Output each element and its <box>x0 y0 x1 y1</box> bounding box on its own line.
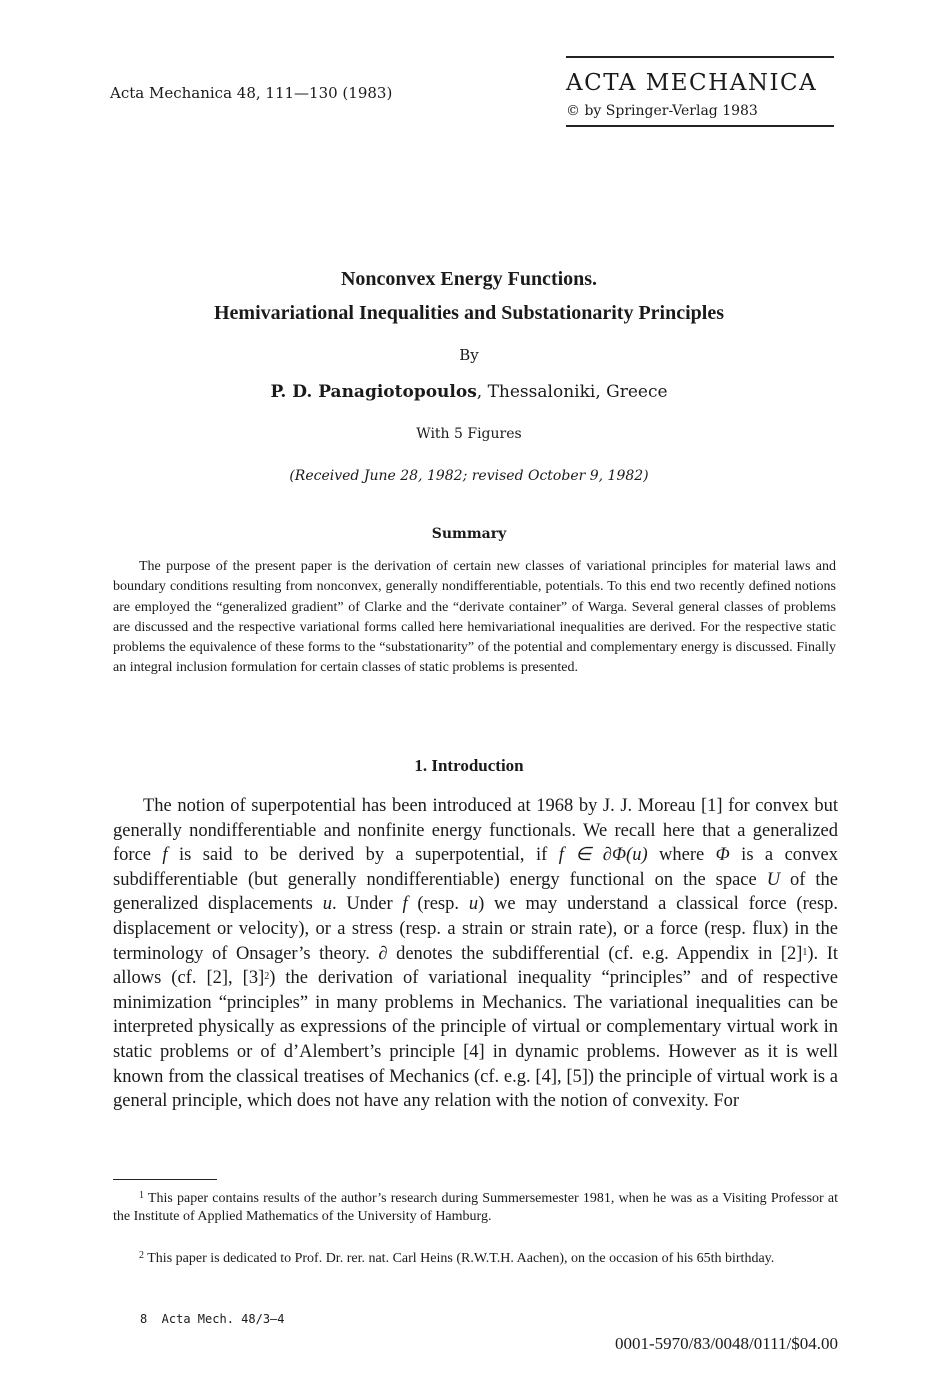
figure-count: With 5 Figures <box>416 426 522 442</box>
math-symbol-U: U <box>766 869 781 890</box>
footnote-text: This paper contains results of the author’s research during Summersemester 1981, when he was as a Visiting Professor at the Institute of Applied Mathematics of the University of Hamburg. <box>113 1191 838 1224</box>
intro-text-3: where <box>647 845 716 866</box>
footnote-2 <box>113 1250 838 1268</box>
footnote-divider <box>113 1179 217 1180</box>
intro-text-2: is said to be derived by a superpotential, if <box>167 845 559 866</box>
intro-text-5: of the generalized displacements <box>113 869 838 915</box>
math-inclusion: f ∈ ∂Φ(u) <box>558 845 648 866</box>
price-code: 0001-5970/83/0048/0111/$04.00 <box>614 1334 838 1353</box>
journal-citation: Acta Mechanica 48, 111—130 (1983) <box>110 84 393 102</box>
summary-text: The purpose of the present paper is the derivation of certain new classes of variational principles for material laws and boundary conditions resulting from nonconvex, generally nondifferentiable, potentials. To this end two recently defined notions are employed the “generalized gradient” of Clarke and the “derivate container” of Warga. Several general classes of problems are discussed and the respective variational forms called here hemivariational inequalities are derived. For the respective static problems the equivalence of these forms to the “substationarity” of the potential and complementary energy is discussed. Finally an integral inclusion formulation for certain classes of static problems is presented. <box>113 559 836 676</box>
title-line-1: Nonconvex Energy Functions. <box>340 268 598 290</box>
title-line-2: Hemivariational Inequalities and Substationarity Principles <box>213 302 725 324</box>
author-line <box>0 382 938 402</box>
intro-text-10: ) the derivation of variational inequality “principles” and of respective minimization “principles” in many problems in Mechanics. The variational inequalities can be interpreted physically as expressions of the principle of virtual or complementary virtual work in static problems or of d’Alembert’s principle [4] in dynamic problems. However as it is well known from the classical treatises of Mechanics (cf. e.g. [4], [5]) the principle of virtual work is a general principle, which does not have any relation with the notion of convexity. For <box>113 968 838 1112</box>
byline-by: By <box>459 346 479 364</box>
intro-text-7: (resp. <box>407 894 469 915</box>
author-location: , Thessaloniki, Greece <box>476 382 668 402</box>
footnote-mark: 1 <box>139 1190 144 1201</box>
publisher-copyright: © by Springer-Verlag 1983 <box>566 103 758 119</box>
received-dates: (Received June 28, 1982; revised October 9, 1982) <box>289 468 649 484</box>
intro-text-1: The notion of superpotential has been introduced at 1968 by J. J. Moreau [1] for convex but generally nondifferentiable and nonfinite energy functionals. We recall here that a generalized force <box>113 796 838 866</box>
footnote-text: This paper is dedicated to Prof. Dr. rer. nat. Carl Heins (R.W.T.H. Aachen), on the occasion of his 65th birthday. <box>144 1251 775 1266</box>
introduction-paragraph <box>113 794 838 1114</box>
section-heading-introduction: 1. Introduction <box>414 756 524 775</box>
intro-text-6: . Under <box>331 894 403 915</box>
math-symbol-f: f <box>402 894 408 915</box>
intro-text-8: ) we may understand a classical force (resp. displacement or velocity), or a stress (resp. a strain or strain rate), or a force (resp. flux) in the terminology of Onsager’s theory. ∂ denotes the subdifferential (cf. e.g. Appendix in [2] <box>113 894 839 964</box>
intro-text-9: ). It allows (cf. [2], [3] <box>113 943 838 989</box>
footnote-ref-1[interactable]: 1 <box>802 946 808 958</box>
math-symbol-phi: Φ <box>715 845 730 866</box>
math-symbol-f: f <box>162 845 168 866</box>
footnote-mark: 2 <box>139 1250 144 1261</box>
sheet-signature: 8 Acta Mech. 48/3–4 <box>140 1312 285 1326</box>
math-symbol-u: u <box>468 894 479 915</box>
footnote-ref-2[interactable]: 2 <box>264 971 270 983</box>
author-name: P. D. Panagiotopoulos <box>270 382 477 402</box>
journal-masthead <box>566 56 834 127</box>
footnote-1 <box>113 1190 838 1225</box>
math-symbol-u: u <box>322 894 332 915</box>
article-title <box>0 262 938 330</box>
journal-name: ACTA MECHANICA <box>566 70 818 96</box>
summary-heading: Summary <box>431 526 507 542</box>
intro-text-4: is a convex subdifferentiable (but generally nondifferentiable) energy functional on the space <box>113 845 838 890</box>
